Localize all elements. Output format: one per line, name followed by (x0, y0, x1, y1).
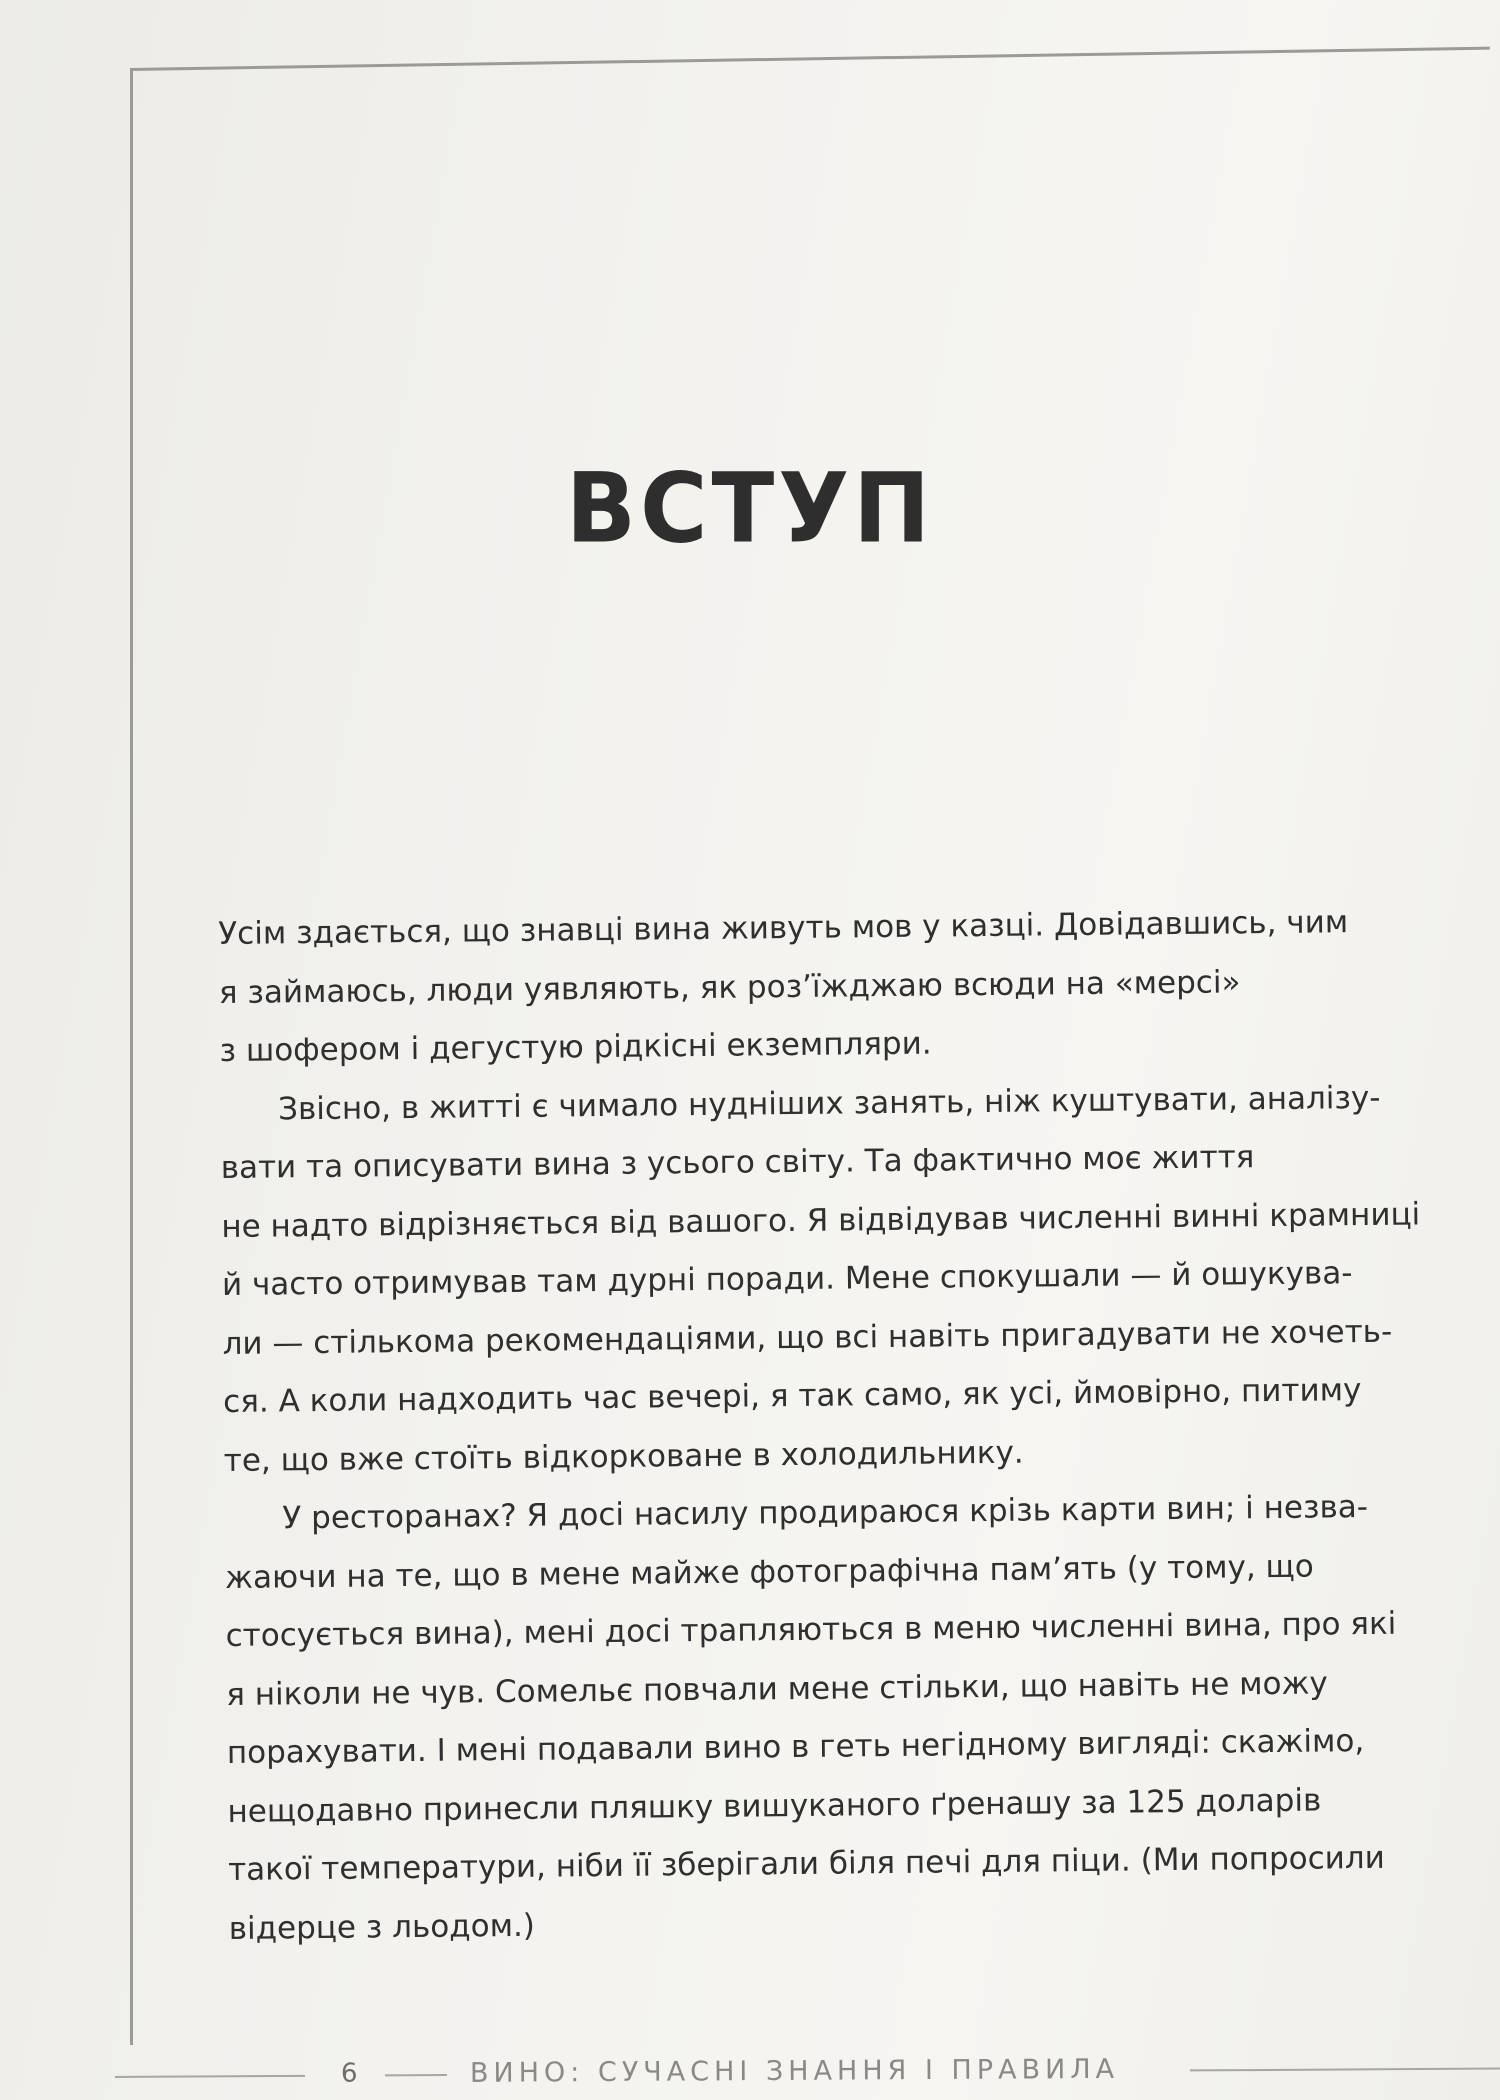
text-line: Усім здається, що знавці вина живуть мов у казці. Довідавшись, чим (218, 904, 1349, 952)
footer-rule-middle (385, 2074, 447, 2076)
paragraph-2 (220, 1068, 1421, 1490)
text-line: з шофером і дегустую рідкісні екземпляри. (219, 1025, 932, 1069)
footer-rule-left (115, 2075, 305, 2078)
text-line: У ресторанах? Я досі насилу продираюся крізь карти вин; і незва- (282, 1488, 1369, 1537)
paragraph-1 (218, 893, 1380, 1081)
text-line: вати та описувати вина з усього світу. Та фактично моє життя (220, 1139, 1255, 1186)
text-line: ли — стількома рекомендаціями, що всі навіть пригадувати не хочеть- (222, 1313, 1393, 1362)
text-line: я займаюсь, люди уявляють, як роз’їжджаю всюди на «мерсі» (218, 963, 1241, 1011)
chapter-title: ВСТУП (565, 452, 935, 565)
text-line: жаючи на те, що в мене майже фотографічна пам’ять (у тому, що (224, 1548, 1314, 1596)
text-line: ся. А коли надходить час вечері, я так само, як усі, ймовірно, питиму (223, 1372, 1362, 1420)
text-line: Звісно, в житті є чимало нудніших занять, ніж куштувати, аналізу- (277, 1079, 1381, 1127)
page-number: 6 (340, 2058, 358, 2089)
text-line: відерце з льодом.) (228, 1907, 536, 1947)
text-line: й часто отримував там дурні поради. Мене спокушали — й ошукува- (221, 1255, 1353, 1303)
text-line: я ніколи не чув. Сомельє повчали мене стільки, що навіть не можу (226, 1664, 1328, 1713)
text-line: те, що вже стоїть відкорковане в холодильнику. (223, 1434, 1024, 1479)
running-title: ВИНО: СУЧАСНІ ЗНАННЯ І ПРАВИЛА (469, 2053, 1120, 2089)
footer-rule-right (1190, 2068, 1500, 2072)
body-text (218, 893, 1421, 1958)
frame-top-rule (130, 47, 1490, 71)
text-line: стосується вина), мені досі трапляються в меню численні вина, про які (225, 1605, 1397, 1654)
page-footer (115, 2054, 1500, 2092)
text-line: не надто відрізняється від вашого. Я відвідував численні винні крамниці (221, 1195, 1421, 1245)
paragraph-3 (224, 1478, 1397, 1958)
text-line: порахувати. І мені подавали вино в геть негідному вигляді: скажімо, (226, 1723, 1365, 1771)
frame-left-rule (130, 70, 133, 2045)
text-line: такої температури, ніби її зберігали біля печі для піци. (Ми попросили (227, 1839, 1385, 1888)
text-line: нещодавно принесли пляшку вишуканого ґренашу за 125 доларів (227, 1781, 1322, 1830)
